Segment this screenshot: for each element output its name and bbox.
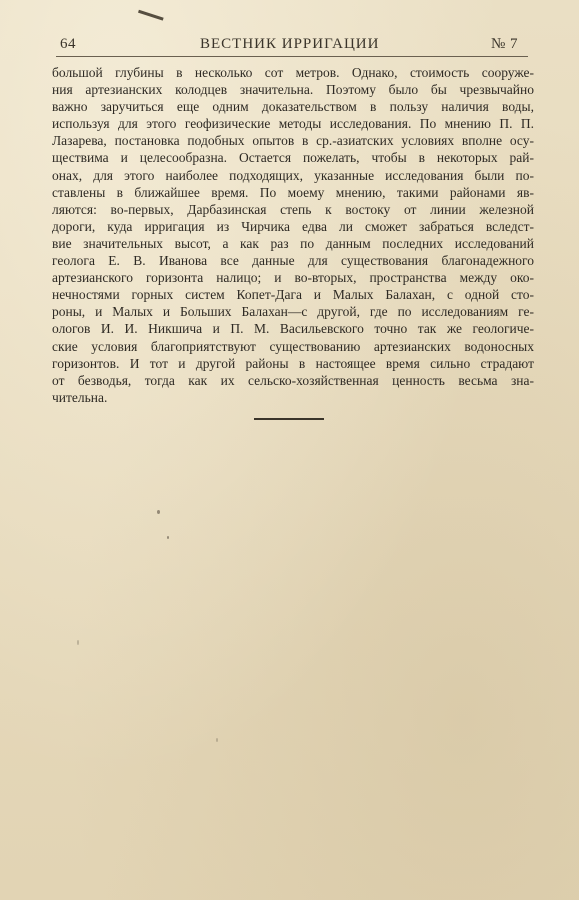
text-line: нечностями горных систем Копет-Дага и Малых Балахан, с одной сто- bbox=[52, 287, 534, 303]
text-line: от безводья, тогда как их сельско-хозяйственная ценность весьма зна- bbox=[52, 372, 534, 388]
paper-speck bbox=[157, 510, 160, 514]
text-line: ния артезианских колодцев значительна. Поэтому было бы чрезвычайно bbox=[52, 82, 534, 98]
paper-speck bbox=[167, 536, 169, 539]
text-line: большой глубины в несколько сот метров. Однако, стоимость сооруже- bbox=[52, 65, 534, 80]
text-line: чительна. bbox=[52, 389, 108, 405]
running-header bbox=[58, 34, 528, 54]
text-line: ществима и целесообразна. Остается пожелать, чтобы в некоторых рай- bbox=[52, 150, 534, 166]
text-line: дороги, куда ирригация из Чирчика едва ли сможет забраться вследст- bbox=[52, 218, 534, 234]
text-line: используя для этого геофизические методы исследования. По мнению П. П. bbox=[52, 116, 534, 132]
text-line: геолога Е. В. Иванова все данные для существования благонадежного bbox=[52, 253, 534, 269]
text-line: горизонтов. И тот и другой районы в настоящее время сильно страдают bbox=[52, 355, 534, 371]
text-line: Лазарева, постановка подобных опытов в ср.-азиатских условиях вполне осу- bbox=[52, 133, 534, 149]
text-line: онах, для этого наиболее подходящих, указанные исследования были по- bbox=[52, 167, 534, 183]
paper-speck bbox=[77, 640, 79, 645]
section-end-rule bbox=[254, 418, 324, 420]
text-line: ставлены в ближайшее время. По моему мнению, такими районами яв- bbox=[52, 184, 534, 200]
issue-number: № 7 bbox=[490, 36, 518, 52]
text-line: вие значительных высот, а как раз по данным последних исследований bbox=[52, 235, 534, 251]
text-line: роны, и Малых и Больших Балахан—с другой, где по исследованиям ге- bbox=[52, 304, 534, 320]
text-line: артезианского горизонта налицо; и во-вторых, пространства между око- bbox=[52, 270, 534, 286]
header-rule bbox=[56, 56, 528, 57]
text-line: важно заручиться еще одним доказательством в пользу наличия воды, bbox=[52, 99, 534, 115]
article-text bbox=[52, 64, 534, 406]
corner-ink-mark bbox=[138, 0, 168, 21]
text-line: ологов И. И. Никшича и П. М. Васильевского точно так же геологиче- bbox=[52, 321, 534, 337]
text-line: ские условия благоприятствуют существованию артезианских водоносных bbox=[52, 338, 534, 354]
page-number: 64 bbox=[60, 36, 76, 52]
paper-speck bbox=[216, 738, 218, 742]
journal-title: ВЕСТНИК ИРРИГАЦИИ bbox=[200, 36, 380, 52]
text-line: ляются: во-первых, Дарбазинская степь к востоку от линии железной bbox=[52, 201, 534, 217]
